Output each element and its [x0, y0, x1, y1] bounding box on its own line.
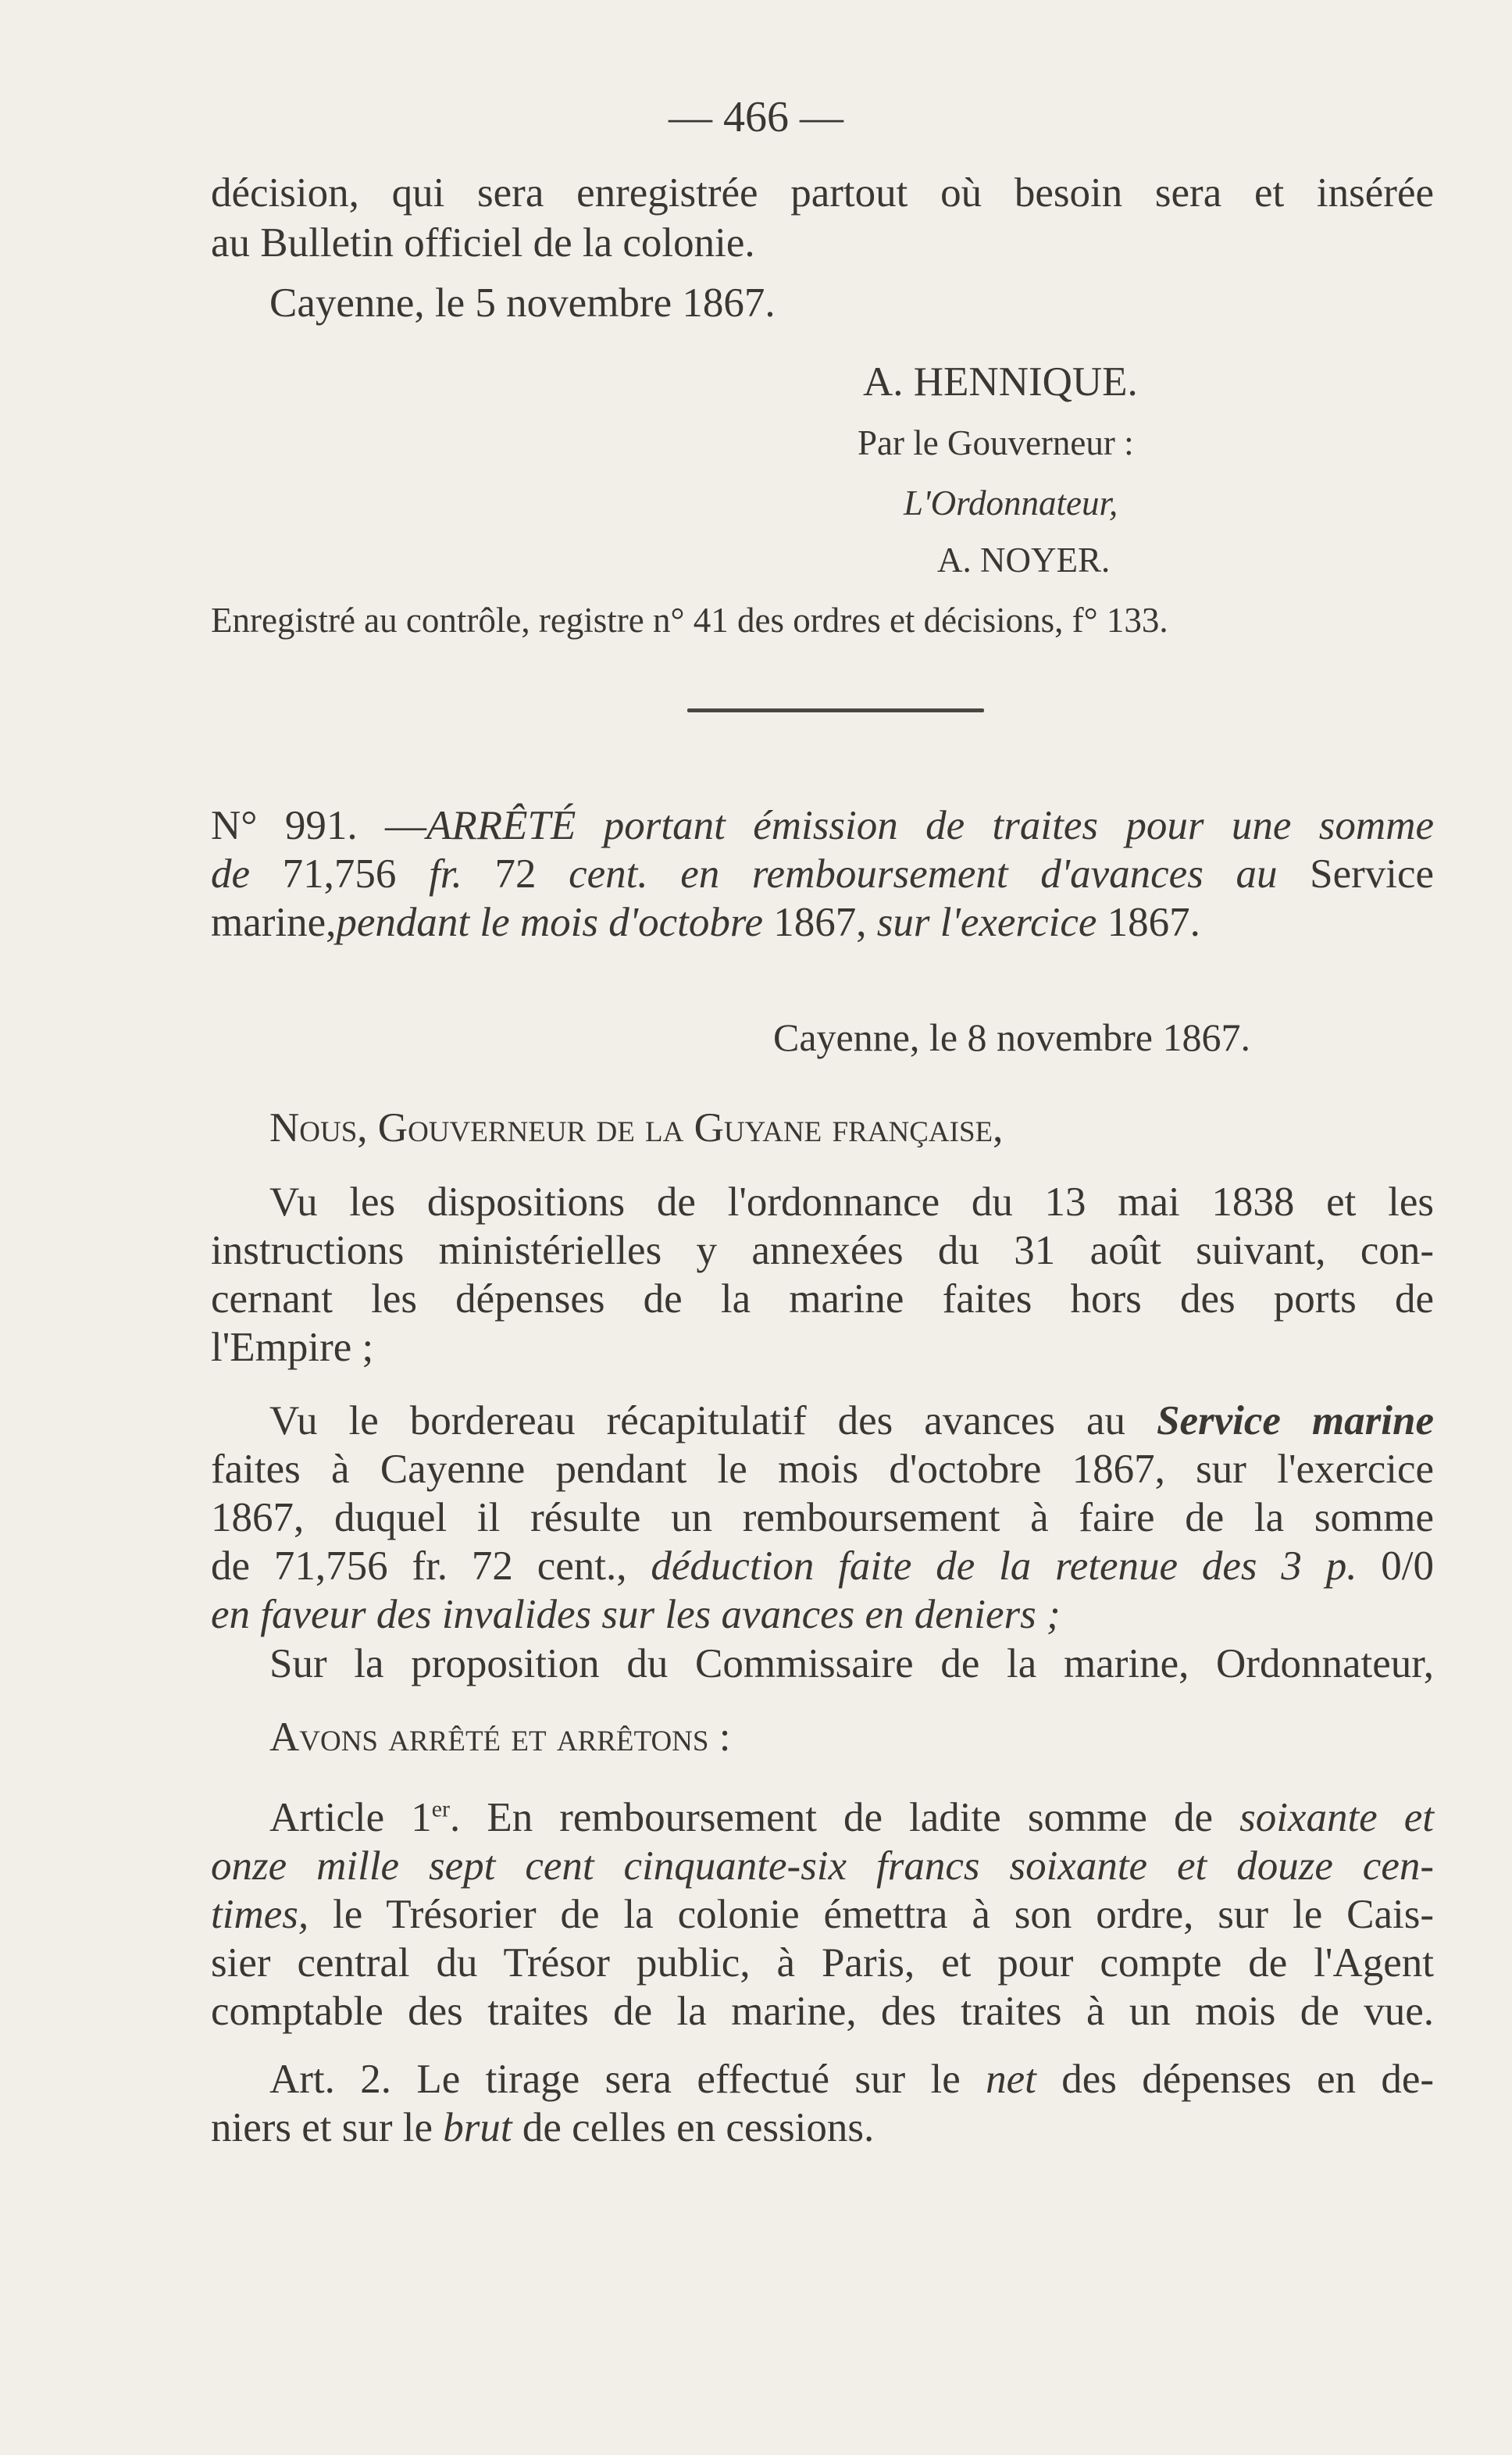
article1-line-1: Article 1er. En remboursement de ladite somme de soixante et	[269, 1795, 1435, 1840]
ordonnateur-name: A. NOYER.	[937, 541, 1111, 580]
sur-la-proposition: Sur la proposition du Commissaire de la marine, Ordonnateur,	[269, 1641, 1434, 1686]
article2-line-1: Art. 2. Le tirage sera effectué sur le net des dépenses en de-	[269, 2057, 1435, 2102]
ordonnateur-title: L'Ordonnateur,	[904, 484, 1118, 523]
vu1-line-4: l'Empire ;	[211, 1325, 374, 1370]
act-number: N° 991.	[211, 803, 358, 848]
registration-note: Enregistré au contrôle, registre n° 41 des ordres et décisions, f° 133.	[211, 601, 1168, 640]
article1-line-3: times, le Trésorier de la colonie émettra à son ordre, sur le Cais-	[211, 1892, 1435, 1937]
article1-line-5: comptable des traites de la marine, des traites à un mois de vue.	[211, 1989, 1434, 2034]
act-title-part1: ARRÊTÉ portant émission de traites pour une somme	[426, 803, 1434, 848]
vu1-line-2: instructions ministérielles y annexées du 31 août suivant, con-	[211, 1228, 1434, 1273]
closing-line-2: au Bulletin officiel de la colonie.	[211, 220, 755, 266]
section-divider	[687, 708, 984, 712]
previous-date: Cayenne, le 5 novembre 1867.	[269, 280, 776, 326]
vu1-line-1: Vu les dispositions de l'ordonnance du 13 mai 1838 et les	[269, 1179, 1434, 1225]
vu2-line-1: Vu le bordereau récapitulatif des avances au Service marine	[269, 1398, 1434, 1443]
vu2-line-5: en faveur des invalides sur les avances en deniers ;	[211, 1592, 1061, 1637]
avons-arrete: Avons arrêté et arrêtons :	[269, 1715, 731, 1760]
article2-line-2: niers et sur le brut de celles en cessions.	[211, 2105, 875, 2150]
act-dash: —	[385, 803, 427, 848]
page-number: — 466 —	[669, 93, 843, 141]
vu2-line-2: faites à Cayenne pendant le mois d'octobre 1867, sur l'exercice	[211, 1447, 1434, 1492]
act-place-date: Cayenne, le 8 novembre 1867.	[773, 1015, 1250, 1059]
vu2-line-4: de 71,756 fr. 72 cent., déduction faite de la retenue des 3 p. 0/0	[211, 1543, 1435, 1589]
act-title-line-2: de 71,756 fr. 72 cent. en remboursement d'avances au Service	[211, 851, 1435, 897]
vu2-line-3: 1867, duquel il résulte un remboursement à faire de la somme	[211, 1495, 1434, 1540]
act-title-line-1	[211, 801, 1434, 851]
act-title-line-3: marine,pendant le mois d'octobre 1867, sur l'exercice 1867.	[211, 900, 1200, 945]
par-le-gouverneur: Par le Gouverneur :	[858, 423, 1134, 462]
article1-line-4: sier central du Trésor public, à Paris, et pour compte de l'Agent	[211, 1940, 1434, 1986]
closing-line-1: décision, qui sera enregistrée partout où besoin sera et insérée	[211, 170, 1434, 216]
article1-line-2: onze mille sept cent cinquante-six francs soixante et douze cen-	[211, 1843, 1434, 1889]
vu1-line-3: cernant les dépenses de la marine faites hors des ports de	[211, 1276, 1434, 1322]
signature-hennique: A. HENNIQUE.	[863, 359, 1138, 405]
nous-gouverneur: Nous, Gouverneur de la Guyane française,	[269, 1105, 1004, 1151]
